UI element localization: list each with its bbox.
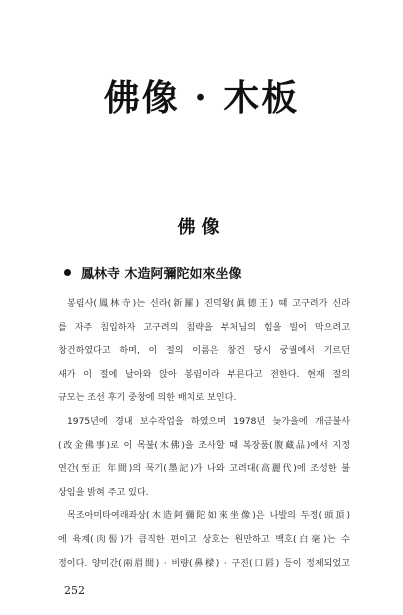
body-line: 창건하였다고 하며, 이 절의 이름은 창건 당시 궁궐에서 기르던 (58, 346, 350, 357)
body-line: 목조아미타여래좌상(木造阿彌陀如來坐像)은 나발의 두정(頭頂) (67, 511, 350, 522)
bullet-heading-row (64, 262, 242, 282)
body-text (58, 293, 350, 576)
body-line: 연간(至正 年間)의 묵기(墨記)가 나와 고려대(高麗代)에 조성한 불 (58, 464, 350, 475)
body-line: 1975년에 경내 보수작업을 하였으며 1978년 늦가을에 개금불사 (67, 416, 350, 427)
body-line: (改金佛事)로 이 목불(木佛)을 조사할 때 복장품(腹藏品)에서 지정 (58, 440, 350, 451)
body-line: 를 자주 침입하자 고구려의 침략을 부처님의 힘을 빌어 막으려고 (58, 322, 350, 333)
chapter-title: 佛像 · 木板 (103, 77, 300, 119)
section-title: 佛像 (177, 217, 226, 238)
body-line: 정이다. 양미간(兩眉間) · 비량(鼻樑) · 구진(口唇) 등이 정제되었고 (58, 558, 350, 569)
bullet-heading: 鳳林寺 木造阿彌陀如來坐像 (81, 266, 242, 282)
body-line: 새가 이 절에 날아와 앉아 봉림이라 부른다고 전한다. 현재 절의 (58, 369, 350, 380)
body-line: 상임을 밝혀 주고 있다. (58, 487, 149, 498)
page-number: 252 (64, 584, 85, 597)
bullet-dot-icon (64, 269, 71, 276)
body-line: 봉림사(鳳林寺)는 신라(新羅) 진덕왕(眞德王) 때 고구려가 신라 (67, 299, 350, 309)
body-line: 규모는 조선 후기 중창에 의한 배치로 보인다. (58, 393, 237, 404)
body-line: 에 육계(肉髻)가 큼직한 편이고 상호는 원만하고 백호(白毫)는 수 (58, 534, 350, 545)
